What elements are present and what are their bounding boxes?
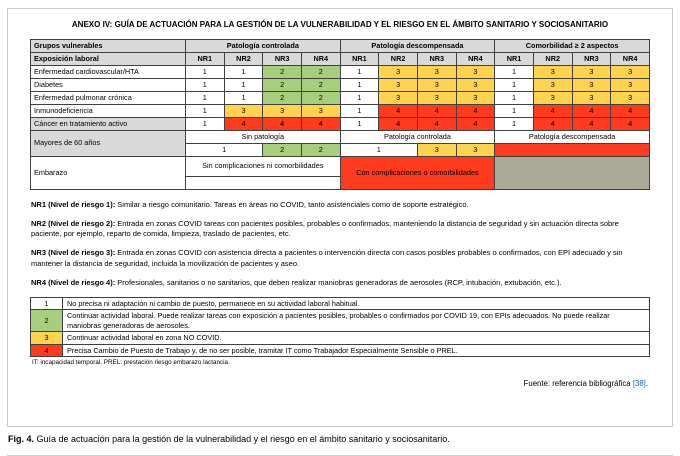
nr4-header: NR4	[456, 53, 495, 66]
risk-value-cell: 1	[340, 79, 379, 92]
risk-value-cell: 1	[186, 92, 225, 105]
nr1-text: Similar a riesgo comunitario. Tareas en áreas no COVID, tanto asistenciales como de soporte estratégico.	[117, 200, 469, 209]
nr2-definition	[31, 219, 649, 239]
risk-value-cell: 1	[340, 92, 379, 105]
risk-value-cell: 3	[572, 66, 611, 79]
risk-value-cell: 1	[224, 79, 263, 92]
risk-value-cell: 2	[263, 92, 302, 105]
risk-value-cell: 3	[533, 79, 572, 92]
risk-value-cell: 1	[495, 105, 534, 118]
risk-value-cell: 3	[417, 79, 456, 92]
figure-title: ANEXO IV: GUÍA DE ACTUACIÓN PARA LA GESTIÓN DE LA VULNERABILIDAD Y EL RIESGO EN EL ÁMBITO SANITARIO Y SOCIOSANITARIO	[71, 20, 609, 29]
risk-value-cell: 1	[340, 66, 379, 79]
risk-value-cell: 3	[224, 105, 263, 118]
caption-label: Fig. 4.	[8, 434, 35, 444]
risk-value-cell: 4	[224, 118, 263, 131]
legend-level-1: 1	[31, 297, 63, 309]
risk-value-cell: 3	[456, 92, 495, 105]
mayores-label: Mayores de 60 años	[31, 131, 186, 157]
reference-link[interactable]: [38]	[632, 379, 646, 389]
disease-rows-body	[31, 66, 650, 131]
risk-value-cell: 3	[611, 79, 650, 92]
legend-row-3	[31, 332, 650, 344]
risk-value-cell: 2	[263, 144, 302, 157]
risk-value-cell: 1	[495, 66, 534, 79]
risk-matrix-table	[30, 39, 650, 190]
risk-value-cell: 4	[533, 118, 572, 131]
risk-value-cell: 2	[301, 66, 340, 79]
risk-value-cell: 4	[572, 105, 611, 118]
nr4-header: NR4	[301, 53, 340, 66]
disease-label: Enfermedad cardiovascular/HTA	[31, 66, 186, 79]
risk-value-cell: 3	[301, 105, 340, 118]
risk-value-cell: 1	[340, 105, 379, 118]
nr1-definition	[31, 200, 649, 210]
risk-value-cell: 4	[533, 105, 572, 118]
legend-level-4: 4	[31, 344, 63, 356]
risk-value-cell: 3	[572, 92, 611, 105]
nr2-header: NR2	[533, 53, 572, 66]
nr1-header: NR1	[495, 53, 534, 66]
nr1-term: NR1 (Nivel de riesgo 1):	[31, 200, 116, 209]
mayores-sin-patologia-header: Sin patología	[186, 131, 341, 144]
source-line	[30, 379, 650, 388]
risk-value-cell: 3	[533, 92, 572, 105]
nr-definitions	[31, 200, 649, 288]
disease-row	[31, 66, 650, 79]
source-suffix: .	[645, 379, 648, 389]
risk-value-cell: 3	[611, 66, 650, 79]
risk-value-cell: 1	[495, 118, 534, 131]
disease-row	[31, 105, 650, 118]
mayores-subheader-row	[31, 131, 650, 144]
col-group-descompensada: Patología descompensada	[340, 40, 495, 53]
embarazo-not-applicable-cell	[495, 157, 650, 190]
disease-label: Cáncer en tratamiento activo	[31, 118, 186, 131]
legend-text-3: Continuar actividad laboral en zona NO COVID.	[63, 332, 650, 344]
risk-value-cell: 3	[417, 144, 456, 157]
legend-text-2: Continuar actividad laboral. Puede realizar tareas con exposición a pacientes posibles, probables o confirmados por COVID 19, con EPIs adecuados. No puede realizar maniobras generadoras de aerosoles.	[63, 310, 650, 332]
disease-row	[31, 118, 650, 131]
embarazo-label: Embarazo	[31, 157, 186, 190]
nr1-header: NR1	[340, 53, 379, 66]
risk-value-cell: 1	[340, 118, 379, 131]
risk-value-cell: 2	[301, 144, 340, 157]
embarazo-sin-complicaciones-cell: Sin complicaciones ni comorbilidades	[186, 157, 341, 177]
risk-value-cell: 4	[572, 118, 611, 131]
nr3-term: NR3 (Nivel de riesgo 3):	[31, 248, 116, 258]
risk-value-cell: 4	[379, 118, 418, 131]
risk-value-cell: 1	[224, 92, 263, 105]
risk-value-cell: 2	[263, 79, 302, 92]
legend-text-4: Precisa Cambio de Puesto de Trabajo y, de no ser posible, tramitar IT como Trabajador Especialmente Sensible o PREL.	[63, 344, 650, 356]
nr3-text: Entrada en zonas COVID con asistencia directa a pacientes o intervención directa con casos posibles probables o confirmados, con EPI adecuado y sin mantener la distancia de seguridad, incluida la movilización de pacientes y aseo.	[31, 248, 623, 268]
risk-value-cell: 3	[379, 92, 418, 105]
mayores-controlada-header: Patología controlada	[340, 131, 495, 144]
risk-value-cell: 1	[186, 144, 263, 157]
legend-level-2: 2	[31, 310, 63, 332]
nr2-term: NR2 (Nivel de riesgo 2):	[31, 219, 116, 229]
nr4-term: NR4 (Nivel de riesgo 4):	[31, 277, 116, 287]
risk-value-cell: 4	[301, 118, 340, 131]
risk-value-cell: 1	[495, 79, 534, 92]
col-group-vulnerables: Grupos vulnerables	[31, 40, 186, 53]
risk-value-cell: 3	[611, 92, 650, 105]
mayores-descompensada-cell	[495, 144, 650, 157]
risk-value-cell: 4	[417, 118, 456, 131]
nr3-header: NR3	[263, 53, 302, 66]
risk-value-cell: 3	[417, 92, 456, 105]
caption-text: Guía de actuación para la gestión de la vulnerabilidad y el riesgo en el ámbito sanitario y sociosanitario.	[36, 434, 450, 444]
legend-table	[30, 297, 650, 357]
abbreviations-footnote: IT: incapacidad temporal. PREL: prestación riesgo embarazo lactancia.	[32, 359, 230, 367]
nr4-definition	[31, 278, 649, 288]
risk-value-cell: 4	[456, 105, 495, 118]
risk-value-cell: 4	[611, 118, 650, 131]
risk-value-cell: 1	[340, 144, 417, 157]
special-rows-body	[31, 131, 650, 190]
risk-value-cell: 3	[417, 66, 456, 79]
risk-value-cell: 4	[379, 105, 418, 118]
legend-row-4	[31, 344, 650, 356]
nr-header-row	[31, 53, 650, 66]
legend-text-1: No precisa ni adaptación ni cambio de puesto, permanece en su actividad laboral habitual.	[63, 297, 650, 309]
disease-label: Enfermedad pulmonar crónica	[31, 92, 186, 105]
risk-value-cell: 3	[379, 66, 418, 79]
col-group-comorbilidad: Comorbilidad ≥ 2 aspectos	[495, 40, 650, 53]
nr2-header: NR2	[224, 53, 263, 66]
nr1-header: NR1	[186, 53, 225, 66]
risk-value-cell: 3	[456, 66, 495, 79]
disease-label: Diabetes	[31, 79, 186, 92]
figure-box	[7, 8, 673, 427]
risk-value-cell: 1	[186, 66, 225, 79]
figure-caption	[7, 427, 673, 456]
group-header-row	[31, 40, 650, 53]
risk-value-cell: 1	[495, 92, 534, 105]
nr2-header: NR2	[379, 53, 418, 66]
legend-row-1	[31, 297, 650, 309]
risk-value-cell: 1	[224, 66, 263, 79]
exposure-label: Exposición laboral	[31, 53, 186, 66]
risk-value-cell: 3	[379, 79, 418, 92]
mayores-descompensada-header: Patología descompensada	[495, 131, 650, 144]
nr3-header: NR3	[417, 53, 456, 66]
risk-value-cell: 4	[263, 118, 302, 131]
risk-value-cell: 3	[456, 79, 495, 92]
legend-row-2	[31, 310, 650, 332]
col-group-controlada: Patología controlada	[186, 40, 341, 53]
nr4-header: NR4	[611, 53, 650, 66]
legend-level-3: 3	[31, 332, 63, 344]
disease-row	[31, 79, 650, 92]
risk-value-cell: 4	[417, 105, 456, 118]
risk-value-cell: 3	[533, 66, 572, 79]
disease-row	[31, 92, 650, 105]
risk-value-cell: 1	[186, 118, 225, 131]
risk-value-cell: 3	[263, 105, 302, 118]
nr3-definition	[31, 248, 649, 268]
nr2-text: Entrada en zonas COVID tareas con pacientes posibles, probables o confirmados, manteniendo la distancia de seguridad y sin actuación directa sobre paciente, por ejemplo, reparto de comida, limpieza, traslado de pacientes, etc.	[31, 219, 619, 239]
embarazo-header-row	[31, 157, 650, 177]
nr3-header: NR3	[572, 53, 611, 66]
risk-value-cell: 2	[301, 92, 340, 105]
risk-value-cell: 2	[263, 66, 302, 79]
risk-value-cell: 3	[456, 144, 495, 157]
risk-value-cell: 1	[186, 105, 225, 118]
risk-value-cell: 1	[186, 79, 225, 92]
source-prefix: Fuente: referencia bibliográfica	[523, 379, 633, 389]
risk-value-cell: 3	[572, 79, 611, 92]
risk-value-cell: 4	[456, 118, 495, 131]
risk-value-cell: 4	[611, 105, 650, 118]
embarazo-empty-cell	[186, 177, 341, 190]
risk-value-cell: 2	[301, 79, 340, 92]
disease-label: Inmunodeficiencia	[31, 105, 186, 118]
nr4-text: Profesionales, sanitarios o no sanitarios, que deben realizar maniobras generadoras de aerosoles (RCP, intubación, extubación, etc.).	[117, 277, 562, 287]
embarazo-con-complicaciones-cell: Con complicaciones o comorbilidades	[340, 157, 495, 190]
